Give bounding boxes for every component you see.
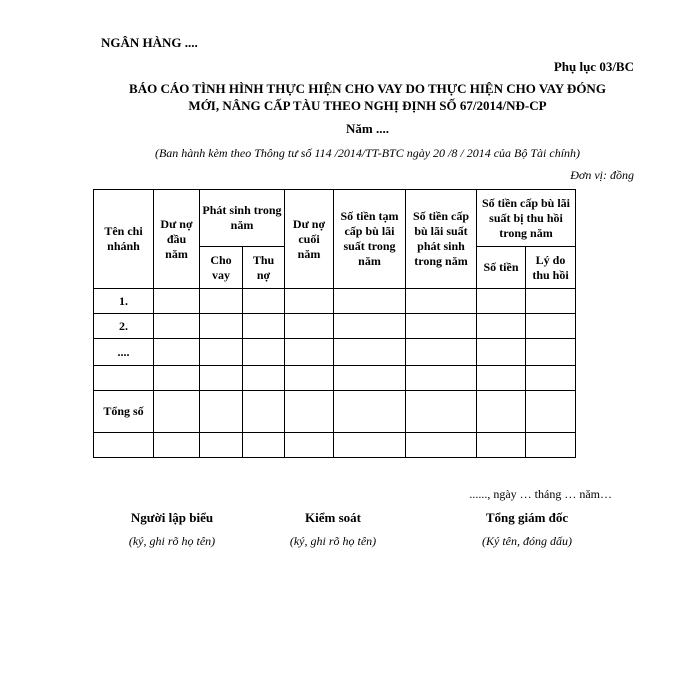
- signature-director: [442, 510, 612, 549]
- row-label: [94, 366, 154, 391]
- header-branch: Tên chi nhánh: [94, 190, 154, 289]
- row-label: 2.: [94, 314, 154, 339]
- table-row: [94, 433, 576, 458]
- report-table: [93, 189, 576, 458]
- header-opening-debt: Dư nợ đầu năm: [154, 190, 200, 289]
- header-collection: Thu nợ: [243, 247, 285, 289]
- row-label: ....: [94, 339, 154, 366]
- issued-by-note: (Ban hành kèm theo Thông tư số 114 /2014/TT-BTC ngày 20 /8 / 2014 của Bộ Tài chính): [154, 146, 581, 160]
- total-label: Tổng số: [94, 391, 154, 433]
- signature-note: (ký, ghi rõ họ tên): [289, 534, 377, 548]
- header-compensation: Số tiền cấp bù lãi suất phát sinh trong năm: [406, 190, 477, 289]
- signature-title: Tổng giám đốc: [485, 510, 569, 525]
- signature-title: Kiểm soát: [305, 510, 361, 525]
- row-label: 1.: [94, 289, 154, 314]
- bank-name: NGÂN HÀNG ....: [101, 35, 198, 50]
- header-recovered: Số tiền cấp bù lãi suất bị thu hồi trong năm: [477, 190, 576, 247]
- signature-note: (Ký tên, đóng dấu): [482, 534, 572, 548]
- title-line-2: MỚI, NÂNG CẤP TÀU THEO NGHỊ ĐỊNH SỐ 67/2014/NĐ-CP: [188, 98, 547, 113]
- report-year: Năm ....: [346, 121, 389, 136]
- report-title: [90, 80, 645, 114]
- signature-title: Người lập biểu: [130, 510, 214, 525]
- table-row: [94, 314, 576, 339]
- header-lending: Cho vay: [200, 247, 243, 289]
- title-line-1: BÁO CÁO TÌNH HÌNH THỰC HIỆN CHO VAY DO THỰC HIỆN CHO VAY ĐÓNG: [129, 81, 606, 96]
- header-advance: Số tiền tạm cấp bù lãi suất trong năm: [334, 190, 406, 289]
- date-line: ......, ngày … tháng … năm…: [469, 487, 612, 501]
- table-row: [94, 366, 576, 391]
- header-amount: Số tiền: [477, 247, 526, 289]
- signature-preparer: [87, 510, 257, 549]
- header-arising: Phát sinh trong năm: [200, 190, 285, 247]
- header-reason: Lý do thu hồi: [526, 247, 576, 289]
- signature-controller: [248, 510, 418, 549]
- table-row: [94, 339, 576, 366]
- signature-note: (ký, ghi rõ họ tên): [128, 534, 216, 548]
- appendix-label: Phụ lục 03/BC: [553, 59, 634, 74]
- unit-label: Đơn vị: đồng: [570, 168, 634, 182]
- table-row: [94, 289, 576, 314]
- header-closing-debt: Dư nợ cuối năm: [285, 190, 334, 289]
- total-row: [94, 391, 576, 433]
